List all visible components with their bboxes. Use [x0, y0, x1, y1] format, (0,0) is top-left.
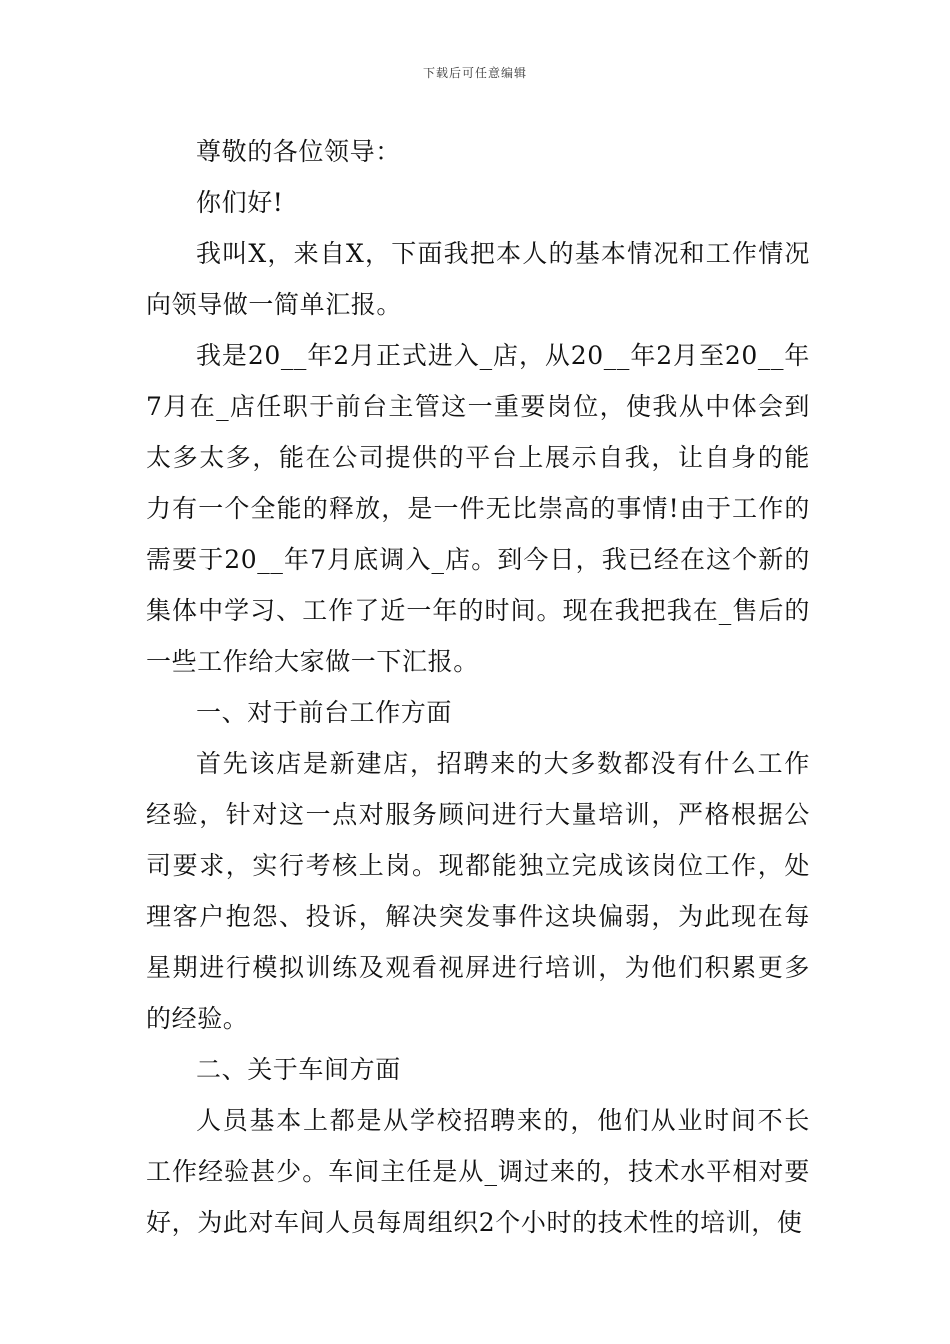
document-body: [146, 126, 810, 1248]
greeting: 你们好!: [196, 188, 284, 217]
salutation: 尊敬的各位领导：: [196, 137, 401, 166]
section-heading-front-desk: 一、对于前台工作方面: [196, 698, 453, 727]
background-paragraph: 我是20__年2月正式进入_店，从20__年2月至20__年7月在_店任职于前台主管这一重要岗位，使我从中体会到太多太多，能在公司提供的平台上展示自我，让自身的能力有一个全能的释放，是一件无比崇高的事情!由于工作的需要于20__年7月底调入_店。到今日，我已经在这个新的集体中学习、工作了近一年的时间。现在我把我在_售后的一些工作给大家做一下汇报。: [146, 341, 810, 676]
intro-paragraph: 我叫X，来自X，下面我把本人的基本情况和工作情况向领导做一简单汇报。: [146, 239, 810, 319]
workshop-paragraph: 人员基本上都是从学校招聘来的，他们从业时间不长工作经验甚少。车间主任是从_调过来的，技术水平相对要好，为此对车间人员每周组织2个小时的技术性的培训，使: [146, 1106, 810, 1237]
front-desk-paragraph: 首先该店是新建店，招聘来的大多数都没有什么工作经验，针对这一点对服务顾问进行大量培训，严格根据公司要求，实行考核上岗。现都能独立完成该岗位工作，处理客户抱怨、投诉，解决突发事件这块偏弱，为此现在每星期进行模拟训练及观看视屏进行培训，为他们积累更多的经验。: [146, 749, 810, 1033]
section-heading-workshop: 二、关于车间方面: [196, 1055, 401, 1084]
page-header-note: 下载后可任意编辑: [422, 66, 527, 80]
